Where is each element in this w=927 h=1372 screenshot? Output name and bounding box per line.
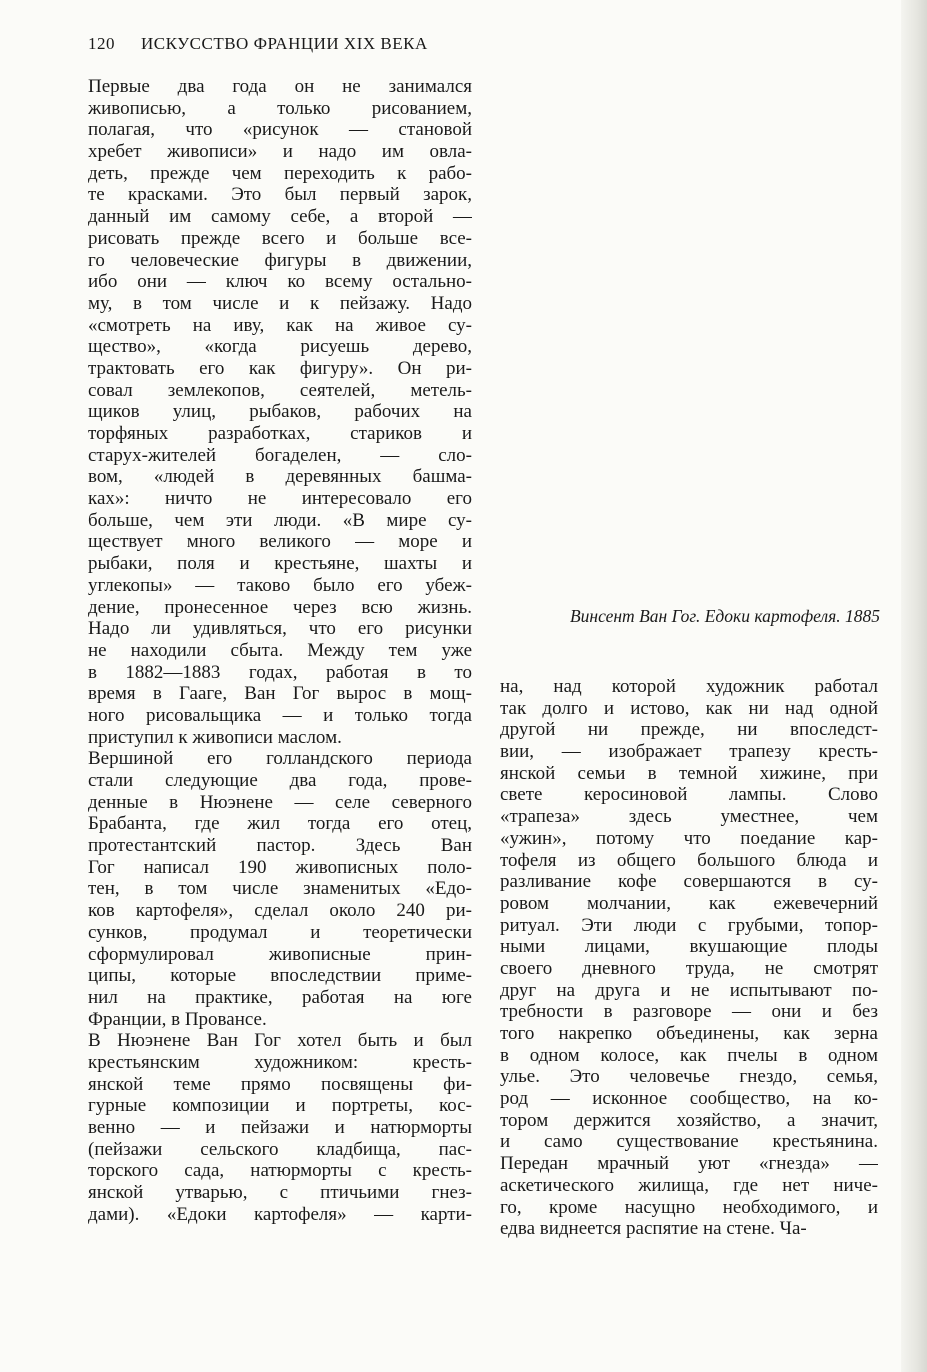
- text-line: тен, в том числе знаменитых «Едо-: [88, 878, 472, 900]
- text-line: щество», «когда рисуешь дерево,: [88, 336, 472, 358]
- text-line: дение, пронесенное через всю жизнь.: [88, 596, 472, 618]
- text-line: не находили сбыта. Между тем уже: [88, 639, 472, 661]
- text-line: больше, чем эти люди. «В мире су-: [88, 509, 472, 531]
- text-line: вом, «людей в деревянных башма-: [88, 466, 472, 488]
- text-line: ритуал. Эти люди с грубыми, топор-: [500, 914, 878, 936]
- text-line: совал землекопов, сеятелей, метель-: [88, 379, 472, 401]
- text-line: ществует много великого — море и: [88, 531, 472, 553]
- right-text-column: [500, 676, 878, 1240]
- text-line: щиков улиц, рыбаков, рабочих на: [88, 401, 472, 423]
- text-line: Первые два года он не занимался: [88, 76, 472, 97]
- running-header: [88, 34, 428, 54]
- text-line: Надо ли удивляться, что его рисунки: [88, 618, 472, 640]
- text-line: В Нюэнене Ван Гог хотел быть и был: [88, 1030, 472, 1052]
- text-line: тофеля из общего большого блюда и: [500, 849, 878, 871]
- text-line: в одном колосе, как пчелы в одном: [500, 1044, 878, 1066]
- text-line: ибо они — ключ ко всему остально-: [88, 271, 472, 293]
- text-line: венно — и пейзажи и натюрморты: [88, 1117, 472, 1138]
- text-line: разливание кофе совершаются в су-: [500, 871, 878, 893]
- text-line: янской теме прямо посвящены фи-: [88, 1073, 472, 1095]
- text-line: ков картофеля», сделал около 240 ри-: [88, 900, 472, 922]
- text-line: го, кроме насущно необходимого, и: [500, 1196, 878, 1218]
- text-line: «смотреть на иву, как на живое су-: [88, 314, 472, 336]
- text-line: ровом молчании, как ежевечерний: [500, 892, 878, 914]
- text-line: торфяных разработках, стариков и: [88, 423, 472, 444]
- text-line: сунков, продумал и теоретически: [88, 921, 472, 943]
- text-line: свете керосиновой лампы. Слово: [500, 784, 878, 806]
- text-line: «трапеза» здесь уместнее, чем: [500, 806, 878, 828]
- page-gutter-shadow: [901, 0, 927, 1372]
- text-line: Вершиной его голландского периода: [88, 748, 472, 770]
- text-line: гурные композиции и портреты, кос-: [88, 1095, 472, 1117]
- text-line: ного рисовальщика — и только тогда: [88, 704, 472, 726]
- text-line: трактовать его как фигуру». Он ри-: [88, 357, 472, 379]
- text-line: данный им самому себе, а второй —: [88, 206, 472, 228]
- text-line: другой ни прежде, ни впоследст-: [500, 719, 878, 741]
- text-line: на, над которой художник работал: [500, 676, 878, 697]
- text-line: так долго и истово, как ни над одной: [500, 697, 878, 719]
- text-line: (пейзажи сельского кладбища, пас-: [88, 1138, 472, 1160]
- text-line: дами). «Едоки картофеля» — карти-: [88, 1203, 472, 1225]
- text-line: ках»: ничто не интересовало его: [88, 488, 472, 510]
- text-line: старух-жителей богаделен, — сло-: [88, 444, 472, 466]
- text-line: му, в том числе и к пейзажу. Надо: [88, 292, 472, 314]
- running-title: ИСКУССТВО ФРАНЦИИ XIX ВЕКА: [141, 34, 428, 53]
- text-line: сформулировал живописные прин-: [88, 943, 472, 965]
- text-line: время в Гааге, Ван Гог вырос в мощ-: [88, 683, 472, 705]
- figure-caption: Винсент Ван Гог. Едоки картофеля. 1885: [569, 606, 880, 626]
- text-line: Гог написал 190 живописных поло-: [88, 856, 472, 878]
- text-line: приступил к живописи маслом.: [88, 726, 342, 748]
- text-line: крестьянским художником: кресть-: [88, 1051, 472, 1073]
- text-line: янской утварью, с птичьими гнез-: [88, 1182, 472, 1204]
- page-number: 120: [88, 34, 115, 53]
- text-line: го человеческие фигуры в движении,: [88, 249, 472, 271]
- text-line: нил на практике, работая на юге: [88, 986, 472, 1008]
- text-line: род — исконное сообщество, на ко-: [500, 1088, 878, 1110]
- left-text-column: [88, 76, 472, 1225]
- text-line: «ужин», потому что поедание кар-: [500, 827, 878, 849]
- text-line: Передан мрачный уют «гнезда» —: [500, 1153, 878, 1175]
- text-line: те красками. Это был первый зарок,: [88, 184, 472, 206]
- text-line: полагая, что «рисунок — становой: [88, 119, 472, 141]
- text-line: рыбаки, поля и крестьяне, шахты и: [88, 553, 472, 575]
- text-line: Франции, в Провансе.: [88, 1008, 267, 1030]
- text-line: улье. Это человечье гнездо, семья,: [500, 1066, 878, 1088]
- text-line: янской семьи в темной хижине, при: [500, 762, 878, 784]
- text-line: денные в Нюэнене — селе северного: [88, 791, 472, 813]
- text-line: деть, прежде чем переходить к рабо-: [88, 162, 472, 184]
- text-line: Брабанта, где жил тогда его отец,: [88, 813, 472, 835]
- text-line: друг на друга и не испытывают по-: [500, 979, 878, 1001]
- text-line: едва виднеется распятие на стене. Ча-: [500, 1218, 807, 1240]
- text-line: ными лицами, вкушающие плоды: [500, 936, 878, 958]
- text-line: протестантский пастор. Здесь Ван: [88, 835, 472, 857]
- text-line: углекопы» — таково было его убеж-: [88, 574, 472, 596]
- text-line: торского сада, натюрморты с кресть-: [88, 1160, 472, 1182]
- text-line: в 1882—1883 годах, работая в то: [88, 661, 472, 683]
- text-line: и само существование крестьянина.: [500, 1131, 878, 1153]
- text-line: живописью, а только рисованием,: [88, 97, 472, 119]
- text-line: хребет живописи» и надо им овла-: [88, 141, 472, 163]
- text-line: требности в разговоре — они и без: [500, 1001, 878, 1023]
- text-line: стали следующие два года, прове-: [88, 770, 472, 791]
- text-line: своего дневного труда, не смотрят: [500, 957, 878, 979]
- text-line: того накрепко объединены, как зерна: [500, 1023, 878, 1044]
- text-line: аскетического жилища, где нет ниче-: [500, 1174, 878, 1196]
- text-line: вии, — изображает трапезу кресть-: [500, 741, 878, 763]
- text-line: тором держится хозяйство, а значит,: [500, 1109, 878, 1131]
- text-line: рисовать прежде всего и больше все-: [88, 227, 472, 249]
- text-line: ципы, которые впоследствии приме-: [88, 965, 472, 987]
